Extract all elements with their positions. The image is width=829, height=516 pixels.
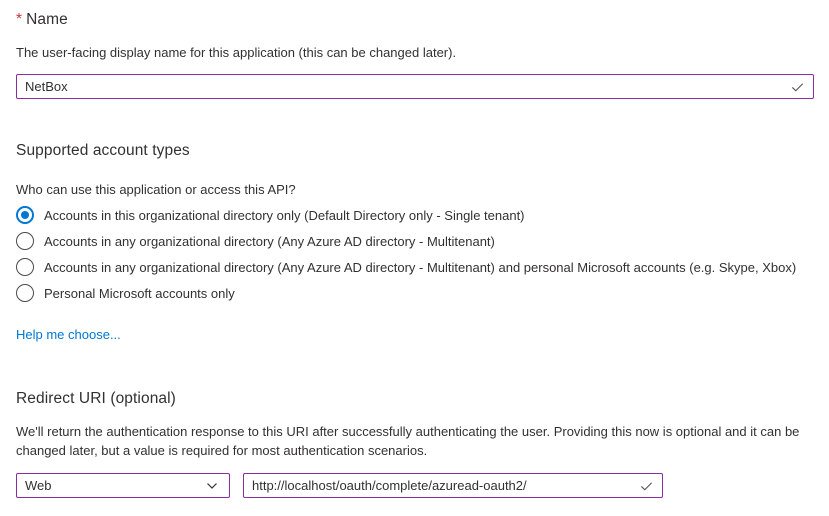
name-description: The user-facing display name for this application (this can be changed later).: [16, 45, 457, 60]
redirect-uri-input-wrapper: [243, 473, 663, 498]
redirect-platform-value: Web: [25, 478, 52, 493]
account-type-radio-0[interactable]: [16, 206, 34, 224]
account-type-option-0[interactable]: [16, 204, 525, 226]
redirect-uri-input[interactable]: [243, 473, 663, 498]
required-asterisk: *: [16, 11, 23, 28]
account-types-section-title: Supported account types: [16, 142, 190, 159]
name-section-title: [16, 11, 68, 29]
account-types-question: Who can use this application or access this API?: [16, 182, 296, 197]
name-title-text: Name: [26, 11, 68, 28]
chevron-down-icon: [204, 478, 219, 493]
account-type-radio-1[interactable]: [16, 232, 34, 250]
name-input-wrapper: [16, 74, 814, 99]
account-type-radio-2[interactable]: [16, 258, 34, 276]
radio-dot: [21, 211, 29, 219]
account-type-option-1[interactable]: [16, 230, 495, 252]
account-type-option-2[interactable]: [16, 256, 796, 278]
account-type-label-2: Accounts in any organizational directory (Any Azure AD directory - Multitenant) and personal Microsoft accounts (e.g. Skype, Xbox): [44, 259, 797, 275]
account-type-option-3[interactable]: [16, 282, 235, 304]
redirect-uri-section-title: Redirect URI (optional): [16, 390, 176, 407]
name-input[interactable]: [16, 74, 814, 99]
account-type-label-1: Accounts in any organizational directory (Any Azure AD directory - Multitenant): [44, 233, 495, 249]
account-type-label-3: Personal Microsoft accounts only: [44, 285, 235, 301]
redirect-platform-select[interactable]: [16, 473, 230, 498]
account-type-label-0: Accounts in this organizational directory only (Default Directory only - Single tenant): [44, 207, 525, 223]
help-me-choose-link[interactable]: Help me choose...: [16, 327, 121, 342]
redirect-uri-description: We'll return the authentication response to this URI after successfully authenticating the user. Providing this now is optional and it can be changed later, but a value is required for most authentication scenarios.: [16, 424, 800, 458]
account-type-radio-3[interactable]: [16, 284, 34, 302]
